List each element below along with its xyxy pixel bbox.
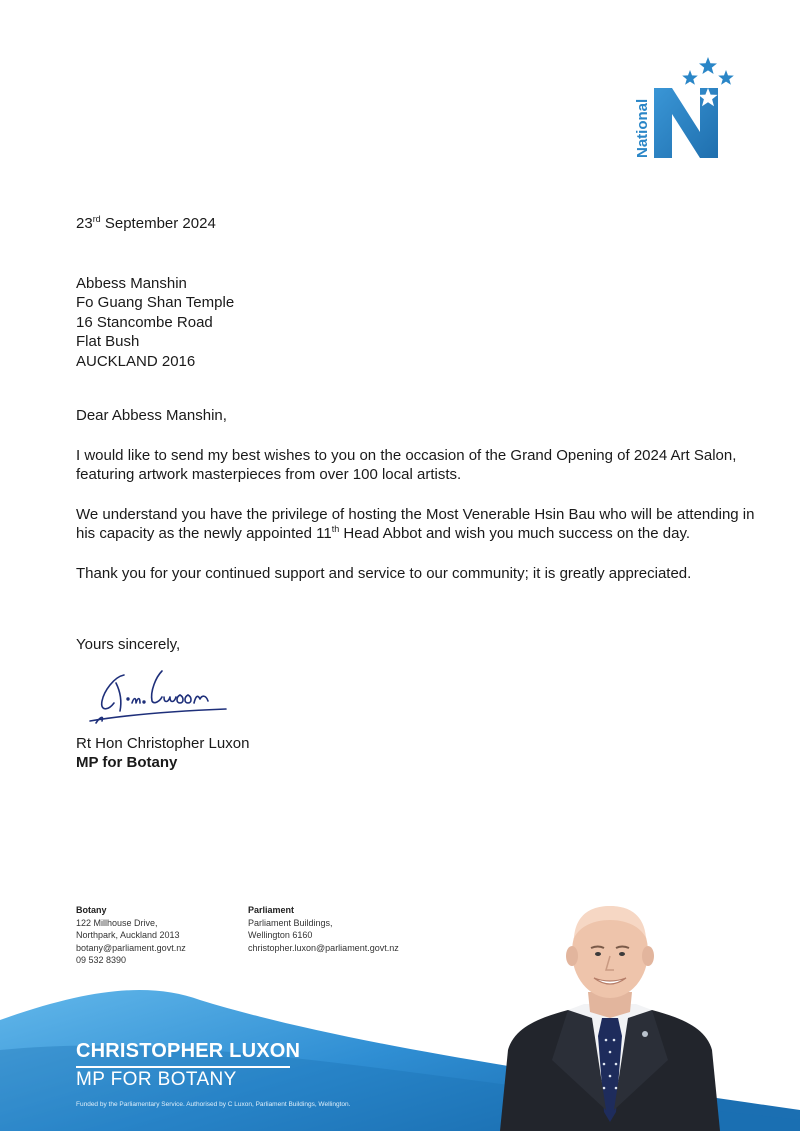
closing: Yours sincerely, — [76, 636, 181, 653]
contact-heading: Parliament — [248, 905, 295, 915]
banner-name: CHRISTOPHER LUXON — [76, 1040, 301, 1062]
contact-email: botany@parliament.govt.nz — [76, 942, 186, 953]
date-day: 23 — [76, 215, 93, 232]
paragraph: I would like to send my best wishes to you on the occasion of the Grand Opening of 2024 Art Salon, featuring artwork masterpieces from over 100 local artists. — [76, 446, 737, 483]
contact-line: Parliament Buildings, — [248, 917, 333, 928]
paragraph: Thank you for your continued support and service to our community; it is greatly appreciated. — [76, 564, 692, 582]
recipient-address — [76, 274, 756, 372]
star-icon — [682, 70, 698, 85]
authorisation-statement: Funded by the Parliamentary Service. Authorised by C Luxon, Parliament Buildings, Wellington. — [76, 1101, 351, 1108]
contact-phone: 09 532 8390 — [76, 955, 127, 965]
letter-date — [76, 214, 756, 234]
contact-email: christopher.luxon@parliament.govt.nz — [248, 942, 399, 953]
banner-divider — [76, 1066, 290, 1068]
botany-office-contact — [76, 904, 186, 967]
signature — [76, 661, 236, 731]
letter-body — [76, 214, 756, 773]
address-line: AUCKLAND 2016 — [76, 352, 196, 370]
star-icon — [718, 70, 734, 85]
salutation: Dear Abbess Manshin, — [76, 407, 227, 424]
paragraph-text: We understand you have the privilege of hosting the Most Venerable Hsin Bau who will be attending in his capacity as the newly appointed 11 — [76, 505, 755, 542]
contact-heading: Botany — [76, 905, 107, 915]
ordinal-suffix: th — [331, 524, 340, 534]
contact-line: Wellington 6160 — [248, 930, 313, 940]
address-line: 16 Stancombe Road — [76, 313, 213, 331]
logo-wordmark: National — [634, 98, 651, 158]
contact-line: Northpark, Auckland 2013 — [76, 930, 180, 940]
banner-role: MP FOR BOTANY — [76, 1069, 237, 1090]
address-line: Abbess Manshin — [76, 274, 187, 292]
address-line: Fo Guang Shan Temple — [76, 294, 235, 311]
date-suffix: rd — [92, 214, 101, 224]
date-month-year: September 2024 — [100, 215, 216, 232]
paragraph — [76, 505, 756, 544]
national-party-logo — [628, 52, 738, 162]
star-icon — [699, 57, 717, 74]
portrait-photo — [494, 900, 726, 1131]
signer-name: Rt Hon Christopher Luxon — [76, 734, 250, 752]
paragraph-text: Head Abbot and wish you much success on the day. — [339, 525, 690, 542]
signer-role: MP for Botany — [76, 754, 178, 771]
address-line: Flat Bush — [76, 333, 140, 350]
contact-line: 122 Millhouse Drive, — [76, 917, 158, 928]
parliament-office-contact — [248, 904, 399, 954]
